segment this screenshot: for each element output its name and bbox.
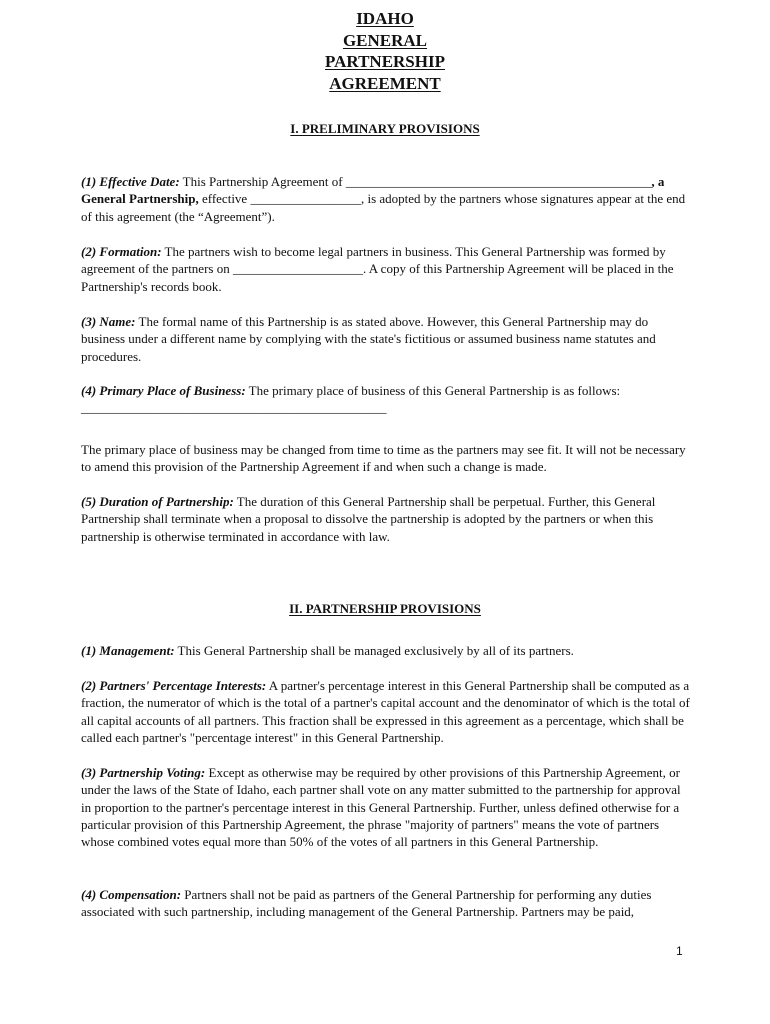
paragraph-management [81,642,693,659]
title-line: GENERAL [342,30,428,50]
clause-label: (3) Name: [81,314,136,329]
clause-label: (1) Management: [81,643,175,658]
page-number: 1 [676,944,683,958]
paragraph-formation [81,243,693,295]
paragraph-percentage-interests [81,677,693,746]
blank-line: ____________________ [232,261,363,277]
paragraph-voting [81,764,693,850]
clause-label: (2) Partners' Percentage Interests: [81,678,267,693]
paragraph-compensation [81,886,693,921]
clause-text: Except as otherwise may be required by other provisions of this Partnership Agreement, or under the laws of the State of Idaho, each partner shall vote on any matter submitted to the partnership for approval in proportion to the partner's percentage interest in this General Partnership. Further, unless defined otherwise for a particular provision of this Partnership Agreement, the phrase "majority of partners" means the vote of partners whose combined votes equal more than 50% of the votes of all partners in this General Partnership. [81,765,681,850]
clause-label: (3) Partnership Voting: [81,765,206,780]
title-line: PARTNERSHIP [325,52,445,71]
paragraph-primary-place [81,382,693,417]
clause-label: (1) Effective Date: [81,174,180,189]
paragraph-place-change: The primary place of business may be changed from time to time as the partners may see fit. It will not be necessary to amend this provision of the Partnership Agreement if and when such a change is made. [81,442,686,475]
title-line: AGREEMENT [329,73,441,93]
clause-text: The duration of this General Partnership shall be perpetual. Further, this General Partnership shall terminate when a proposal to dissolve the partnership is adopted by the partners or when this partnership is otherwise terminated in accordance with law. [81,494,656,544]
paragraph-name [81,313,693,365]
clause-text: The partners wish to become legal partners in business. This General Partnership was formed by agreement of the partners on [81,244,666,277]
clause-text: effective [198,191,251,207]
clause-text: Partners shall not be paid as partners of the General Partnership for performing any duties associated with such partnership, including management of the General Partnership. Partners may be paid, [81,887,652,920]
paragraph-effective-date [81,173,693,225]
clause-text: The formal name of this Partnership is as stated above. However, this General Partnership may do business under a different name by complying with the state's fictitious or assumed business name statutes and procedures. [81,314,656,364]
blank-line: _________________ [250,191,361,207]
clause-bold-text: , a General Partnership, [81,174,665,207]
clause-text: A partner's percentage interest in this General Partnership shall be computed as a fraction, the numerator of which is the total of a partner's capital account and the denominator of which is the total of all capital accounts of all partners. This fraction shall be expressed in this agreement as a percentage, which shall be called each partner's "percentage interest" in this General Partnership. [81,678,690,745]
clause-text: . A copy of this Partnership Agreement will be placed in the Partnership's records book. [81,261,674,294]
clause-label: (2) Formation: [81,244,162,259]
title-line: IDAHO [356,9,414,28]
section-heading-preliminary: I. PRELIMINARY PROVISIONS [290,121,480,136]
blank-line: _______________________________________________ [345,174,652,189]
clause-label: (5) Duration of Partnership: [81,494,234,509]
paragraph-duration [81,493,693,545]
clause-text: This General Partnership shall be managed exclusively by all of its partners. [174,643,574,658]
document-title [0,8,770,94]
section-heading-partnership: II. PARTNERSHIP PROVISIONS [289,601,481,616]
clause-label: (4) Compensation: [81,887,182,902]
clause-text: This Partnership Agreement of [179,174,346,189]
clause-text: The primary place of business of this General Partnership is as follows: [245,383,621,398]
clause-label: (4) Primary Place of Business: [81,383,246,398]
blank-line: _______________________________________________ [81,400,387,416]
clause-text: , is adopted by the partners whose signatures appear at the end of this agreement (the “Agreement”). [81,191,686,224]
